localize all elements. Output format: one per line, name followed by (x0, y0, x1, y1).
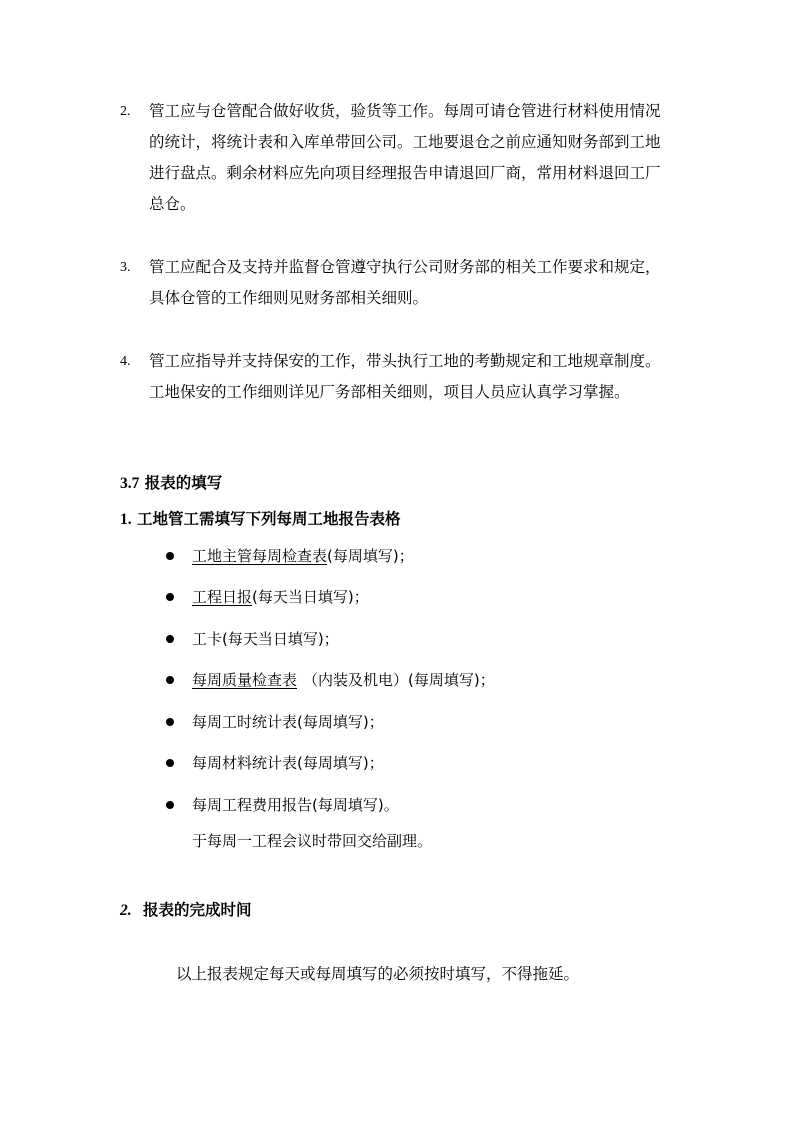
subsection-heading (120, 507, 401, 529)
list-item-line: 管工应指导并支持保安的工作，带头执行工地的考勤规定和工地规章制度。 (149, 352, 661, 370)
section-title: 报表的填写 (144, 474, 223, 492)
subsection-heading (120, 898, 252, 920)
section-number: 3.7 (120, 475, 140, 492)
bullet-note: 于每周一工程会议时带回交给副理。 (192, 832, 433, 850)
bullet-text: (每周填写)； (327, 547, 414, 565)
list-item-number: 4. (120, 354, 131, 369)
form-link[interactable]: 每周质量检查表 (192, 671, 298, 689)
list-item-line: 管工应与仓管配合做好收货，验货等工作。每周可请仓管进行材料使用情况 (149, 102, 661, 120)
subsection-title: 工地管工需填写下列每周工地报告表格 (137, 510, 401, 528)
section-heading (120, 471, 222, 493)
subsection-number: 1. (120, 511, 132, 528)
bullet-dot-icon (166, 801, 174, 809)
bullet-dot-icon (166, 635, 174, 643)
bullet-text: 每周工程费用报告(每周填写)。 (192, 796, 399, 814)
list-item-number: 2. (120, 104, 131, 119)
subsection-number: 2. (120, 902, 132, 919)
list-item-line: 管工应配合及支持并监督仓管遵守执行公司财务部的相关工作要求和规定， (149, 258, 661, 276)
list-item-number: 3. (120, 260, 131, 275)
bullet-text: 每周工时统计表(每周填写)； (192, 713, 384, 731)
bullet-text: (每天当日填写)； (252, 588, 369, 606)
bullet-dot-icon (166, 676, 174, 684)
bullet-text: 工卡(每天当日填写)； (192, 630, 339, 648)
list-item-line: 进行盘点。剩余材料应先向项目经理报告申请退回厂商，常用材料退回工厂 (149, 164, 661, 182)
subsection-title: 报表的完成时间 (143, 901, 252, 919)
list-item-line: 工地保安的工作细则详见厂务部相关细则，项目人员应认真学习掌握。 (149, 383, 630, 401)
bullet-dot-icon (166, 718, 174, 726)
bullet-dot-icon (166, 552, 174, 560)
list-item-line: 总仓。 (149, 195, 196, 213)
bullet-dot-icon (166, 593, 174, 601)
bullet-text: （内装及机电）(每周填写)； (303, 671, 495, 689)
bullet-text: 每周材料统计表(每周填写)； (192, 754, 384, 772)
form-link[interactable]: 工地主管每周检查表 (192, 547, 328, 565)
closing-paragraph: 以上报表规定每天或每周填写的必须按时填写，不得拖延。 (176, 965, 580, 983)
form-link[interactable]: 工程日报 (192, 588, 253, 606)
bullet-dot-icon (166, 759, 174, 767)
list-item-line: 的统计，将统计表和入库单带回公司。工地要退仓之前应通知财务部到工地 (149, 133, 661, 151)
list-item-line: 具体仓管的工作细则见财务部相关细则。 (149, 289, 429, 307)
